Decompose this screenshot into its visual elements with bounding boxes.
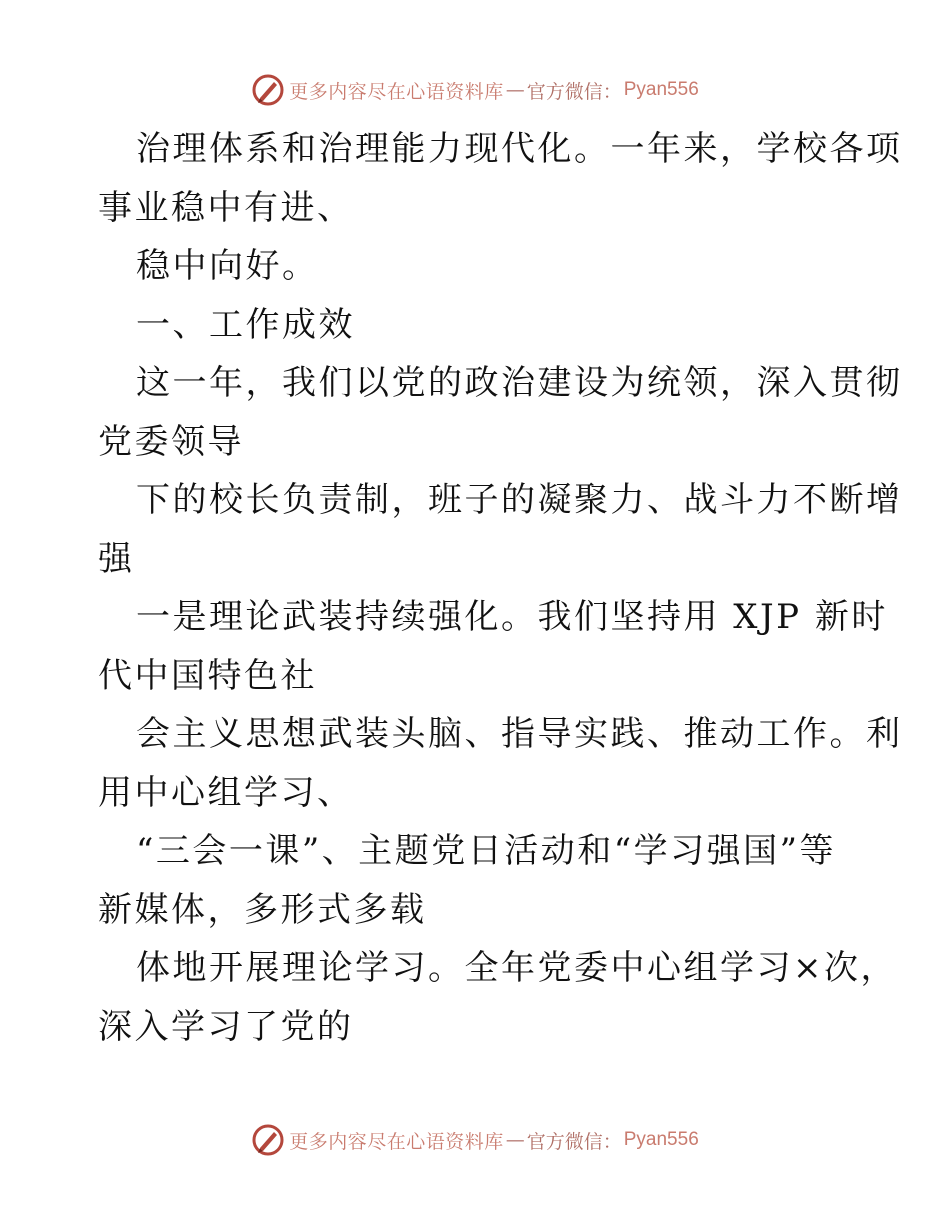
paragraph-line: 深入学习了党的 xyxy=(98,1006,354,1047)
pen-logo-icon xyxy=(251,1123,285,1157)
paragraph-line: 会主义思想武装头脑、指导实践、推动工作。利 xyxy=(136,714,903,754)
footer-banner-separator: — xyxy=(505,1129,525,1151)
paragraph-line: 一是理论武装持续强化。我们坚持用 XJP 新时 xyxy=(136,597,888,637)
paragraph-line: 强 xyxy=(98,538,135,579)
pen-logo-icon xyxy=(251,73,285,107)
footer-banner-text: 更多内容尽在心语资料库 xyxy=(289,1130,504,1153)
header-wechat-label: 官方微信： xyxy=(526,80,622,103)
section-heading: 一、工作成效 xyxy=(136,304,355,345)
header-banner-text: 更多内容尽在心语资料库 xyxy=(289,80,504,103)
document-body xyxy=(98,120,903,1056)
footer-wechat-label: 官方微信： xyxy=(526,1130,622,1153)
paragraph-line: “三会一课”、主题党日活动和“学习强国”等 xyxy=(136,831,837,871)
paragraph-line: 用中心组学习、 xyxy=(98,772,354,813)
paragraph-line: 这一年，我们以党的政治建设为统领，深入贯彻 xyxy=(136,363,903,403)
header-wechat-id: Pyan556 xyxy=(623,79,699,100)
paragraph-line: 事业稳中有进、 xyxy=(98,187,354,228)
header-banner xyxy=(0,70,950,110)
paragraph-line: 党委领导 xyxy=(98,421,244,462)
paragraph-line: 治理体系和治理能力现代化。一年来，学校各项 xyxy=(136,129,903,169)
footer-wechat-id: Pyan556 xyxy=(623,1129,699,1150)
paragraph-line: 体地开展理论学习。全年党委中心组学习×次， xyxy=(136,948,897,988)
paragraph-line: 下的校长负责制，班子的凝聚力、战斗力不断增 xyxy=(136,480,903,520)
paragraph-line: 代中国特色社 xyxy=(98,655,317,696)
header-banner-separator: — xyxy=(505,79,525,101)
footer-banner xyxy=(0,1120,950,1160)
paragraph-line: 稳中向好。 xyxy=(136,246,319,286)
paragraph-line: 新媒体，多形式多载 xyxy=(98,889,427,930)
